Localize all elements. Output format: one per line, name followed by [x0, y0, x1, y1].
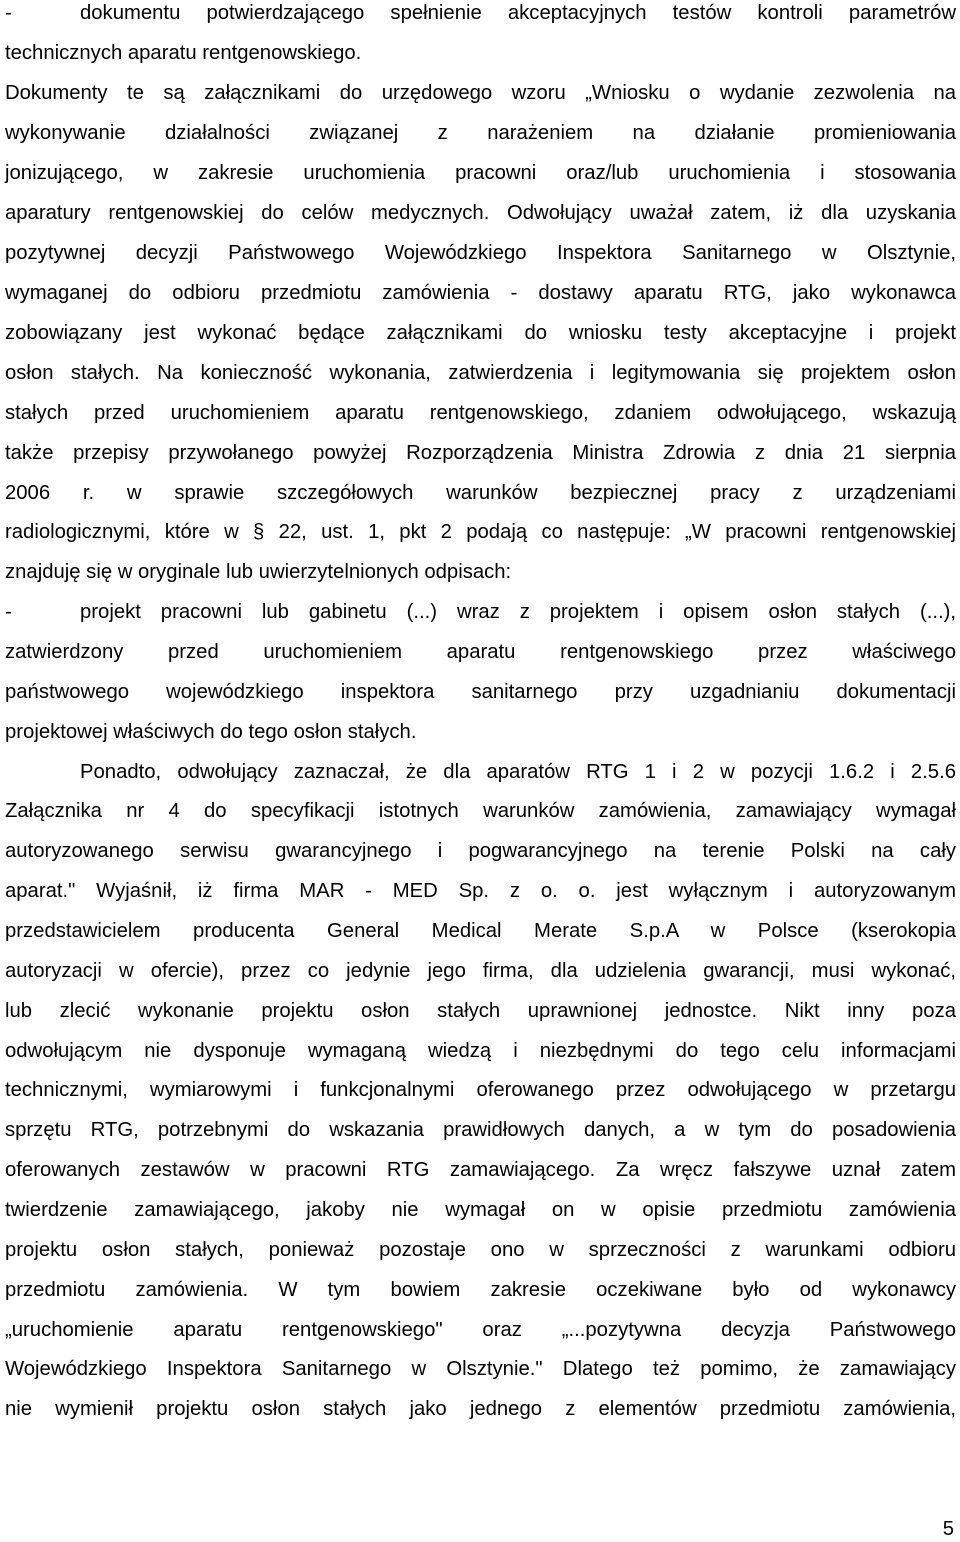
text-line: aparat." Wyjaśnił, iż firma MAR - MED Sp. z o. o. jest wyłącznym i autoryzowanym: [5, 880, 956, 902]
text-line: pozytywnej decyzji Państwowego Wojewódzkiego Inspektora Sanitarnego w Olsztynie,: [5, 242, 956, 264]
text-line: projektu osłon stałych, ponieważ pozostaje ono w sprzeczności z warunkami odbioru: [5, 1239, 956, 1261]
text-line: odwołującym nie dysponuje wymaganą wiedzą i niezbędnymi do tego celu informacjami: [5, 1040, 956, 1062]
text-line: 2006 r. w sprawie szczegółowych warunków bezpiecznej pracy z urządzeniami: [5, 482, 956, 504]
text-line: osłon stałych. Na konieczność wykonania, zatwierdzenia i legitymowania się projektem osłon: [5, 362, 956, 384]
list-dash: -: [5, 2, 12, 24]
text-line: jonizującego, w zakresie uruchomienia pracowni oraz/lub uruchomienia i stosowania: [5, 162, 956, 184]
list-dash: -: [5, 601, 12, 623]
text-line: zatwierdzony przed uruchomieniem aparatu rentgenowskiego przez właściwego: [5, 641, 956, 663]
text-line: autoryzacji w ofercie), przez co jedynie jego firma, dla udzielenia gwarancji, musi wykonać,: [5, 960, 956, 982]
text-line: dokumentu potwierdzającego spełnienie akceptacyjnych testów kontroli parametrów: [80, 2, 956, 24]
text-line: przedmiotu zamówienia. W tym bowiem zakresie oczekiwane było od wykonawcy: [5, 1279, 956, 1301]
text-line: stałych przed uruchomieniem aparatu rentgenowskiego, zdaniem odwołującego, wskazują: [5, 402, 956, 424]
text-line: nie wymienił projektu osłon stałych jako jednego z elementów przedmiotu zamówienia,: [5, 1398, 956, 1420]
text-line: zobowiązany jest wykonać będące załącznikami do wniosku testy akceptacyjne i projekt: [5, 322, 956, 344]
text-line: Załącznika nr 4 do specyfikacji istotnych warunków zamówienia, zamawiający wymagał: [5, 800, 956, 822]
text-line: znajduję się w oryginale lub uwierzytelnionych odpisach:: [5, 561, 512, 583]
text-line: wykonywanie działalności związanej z narażeniem na działanie promieniowania: [5, 122, 956, 144]
paragraph-first-line: Ponadto, odwołujący zaznaczał, że dla aparatów RTG 1 i 2 w pozycji 1.6.2 i 2.5.6: [80, 761, 956, 783]
text-line: Wojewódzkiego Inspektora Sanitarnego w Olsztynie." Dlatego też pomimo, że zamawiający: [5, 1358, 956, 1380]
text-line: technicznych aparatu rentgenowskiego.: [5, 42, 362, 64]
text-line: sprzętu RTG, potrzebnymi do wskazania prawidłowych danych, a w tym do posadowienia: [5, 1119, 956, 1141]
text-line: technicznymi, wymiarowymi i funkcjonalnymi oferowanego przez odwołującego w przetargu: [5, 1079, 956, 1101]
text-line: lub zlecić wykonanie projektu osłon stałych uprawnionej jednostce. Nikt inny poza: [5, 1000, 956, 1022]
text-line: Dokumenty te są załącznikami do urzędowego wzoru „Wniosku o wydanie zezwolenia na: [5, 82, 956, 104]
page-number: 5: [942, 1518, 954, 1540]
text-line: oferowanych zestawów w pracowni RTG zamawiającego. Za wręcz fałszywe uznał zatem: [5, 1159, 956, 1181]
text-line: przedstawicielem producenta General Medical Merate S.p.A w Polsce (kserokopia: [5, 920, 956, 942]
text-line: autoryzowanego serwisu gwarancyjnego i pogwarancyjnego na terenie Polski na cały: [5, 840, 956, 862]
text-line: „uruchomienie aparatu rentgenowskiego" oraz „...pozytywna decyzja Państwowego: [5, 1319, 956, 1341]
text-line: państwowego wojewódzkiego inspektora sanitarnego przy uzgadnianiu dokumentacji: [5, 681, 956, 703]
text-line: aparatury rentgenowskiej do celów medycznych. Odwołujący uważał zatem, iż dla uzyskania: [5, 202, 956, 224]
text-line: projekt pracowni lub gabinetu (...) wraz z projektem i opisem osłon stałych (...),: [80, 601, 956, 623]
text-line: twierdzenie zamawiającego, jakoby nie wymagał on w opisie przedmiotu zamówienia: [5, 1199, 956, 1221]
text-line: także przepisy przywołanego powyżej Rozporządzenia Ministra Zdrowia z dnia 21 sierpnia: [5, 442, 956, 464]
text-line: wymaganej do odbioru przedmiotu zamówienia - dostawy aparatu RTG, jako wykonawca: [5, 282, 956, 304]
text-line: projektowej właściwych do tego osłon stałych.: [5, 721, 417, 743]
text-line: radiologicznymi, które w § 22, ust. 1, pkt 2 podają co następuje: „W pracowni rentgenowskiej: [5, 521, 956, 543]
